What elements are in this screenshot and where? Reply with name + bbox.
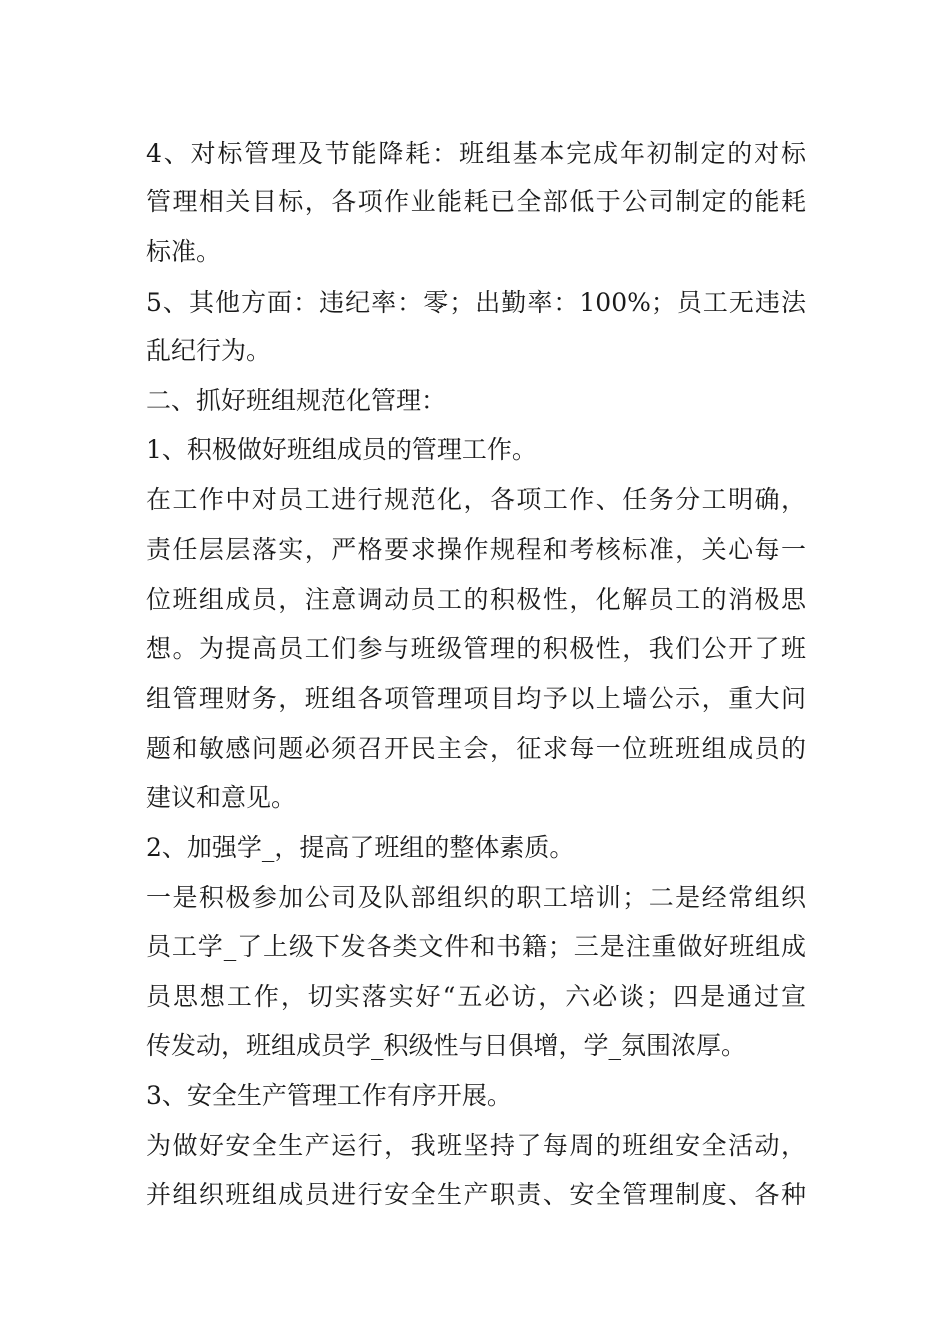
text-line: 在工作中对员工进行规范化，各项工作、任务分工明确， — [146, 485, 806, 514]
text-line: 乱纪行为。 — [146, 336, 272, 365]
text-line: 员工学_了上级下发各类文件和书籍；三是注重做好班组成 — [146, 932, 806, 961]
text-line: 一是积极参加公司及队部组织的职工培训；二是经常组织 — [146, 883, 806, 912]
text-line: 为做好安全生产运行，我班坚持了每周的班组安全活动， — [146, 1131, 806, 1160]
text-line: 位班组成员，注意调动员工的积极性，化解员工的消极思 — [146, 585, 806, 614]
text-line: 想。为提高员工们参与班级管理的积极性，我们公开了班 — [146, 634, 806, 663]
text-line: 并组织班组成员进行安全生产职责、安全管理制度、各种 — [146, 1180, 806, 1209]
text-line: 标准。 — [146, 237, 222, 266]
text-line: 5、其他方面：违纪率：零；出勤率：100%；员工无违法 — [146, 288, 806, 317]
section-heading: 二、抓好班组规范化管理： — [146, 386, 447, 415]
subsection-heading: 1、积极做好班组成员的管理工作。 — [146, 435, 537, 464]
text-line: 题和敏感问题必须召开民主会，征求每一位班班组成员的 — [146, 734, 806, 763]
text-line: 责任层层落实，严格要求操作规程和考核标准，关心每一 — [146, 535, 806, 564]
subsection-heading: 3、安全生产管理工作有序开展。 — [146, 1081, 512, 1110]
text-line: 4、对标管理及节能降耗：班组基本完成年初制定的对标 — [146, 139, 806, 168]
text-line: 传发动，班组成员学_积级性与日俱增，学_氛围浓厚。 — [146, 1031, 747, 1060]
text-line: 组管理财务，班组各项管理项目均予以上墙公示，重大问 — [146, 684, 806, 713]
text-line: 管理相关目标，各项作业能耗已全部低于公司制定的能耗 — [146, 187, 806, 216]
text-line: 员思想工作，切实落实好“五必访，六必谈；四是通过宣 — [146, 982, 806, 1011]
subsection-heading: 2、加强学_，提高了班组的整体素质。 — [146, 833, 575, 862]
text-line: 建议和意见。 — [146, 783, 297, 812]
